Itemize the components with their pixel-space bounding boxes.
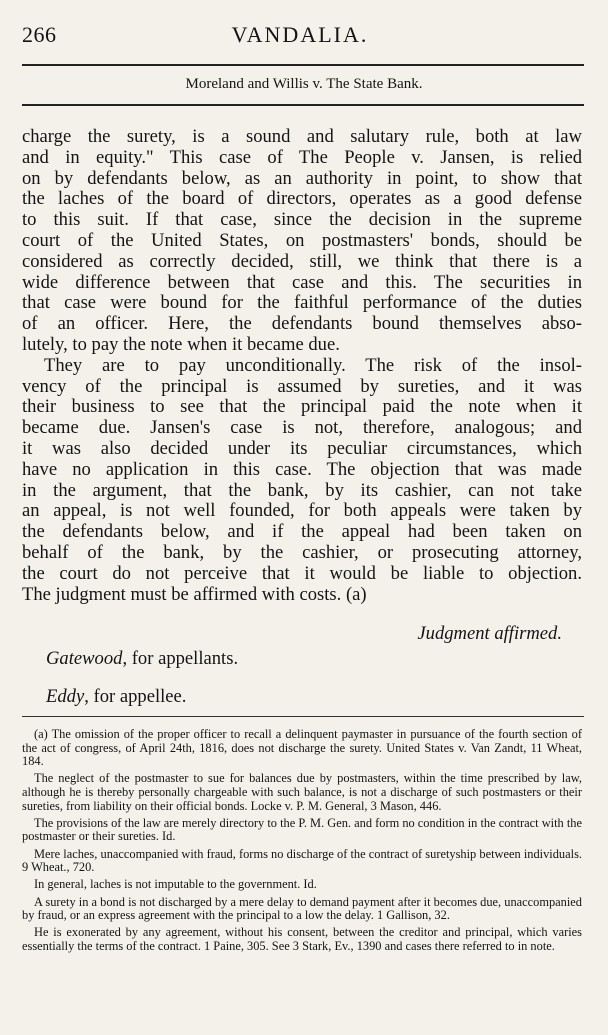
text-line: an appeal, is not well founded, for both appeals were taken by (22, 500, 582, 522)
page-number: 266 (22, 22, 57, 47)
text-line: They are to pay unconditionally. The risk of the insol- (44, 354, 582, 376)
footnote: In general, laches is not imputable to the government. Id. (34, 877, 317, 892)
footnote: Mere laches, unaccompanied with fraud, forms no discharge of the contract of suretyship between individuals. 9 Wheat., 720. (22, 846, 582, 875)
text-line: the laches of the board of directors, operates as a good defense (22, 188, 582, 210)
text-line: their business to see that the principal paid the note when it (22, 396, 582, 418)
text-line: the court do not perceive that it would be liable to objection. (22, 562, 582, 584)
text-line: that case were bound for the faithful performance of the duties (22, 292, 582, 314)
text-line: on by defendants below, as an authority in point, to show that (22, 167, 582, 189)
text-line: considered as correctly decided, still, we think that there is a (22, 250, 582, 272)
subhead-rule (22, 104, 584, 106)
footnote: A surety in a bond is not discharged by a mere delay to demand payment after it becomes due, unaccompanied by fraud, or an express agreement with the principal to a low the delay. 1 Gallison, 32. (22, 894, 582, 923)
footnote-rule (22, 716, 584, 717)
text-line: court of the United States, on postmasters' bonds, should be (22, 229, 582, 251)
text-line: to this suit. If that case, since the decision in the supreme (22, 209, 582, 231)
running-title: VANDALIA. (231, 22, 369, 47)
text-line: became due. Jansen's case is not, therefore, analogous; and (22, 417, 582, 439)
counsel-appellee (46, 686, 186, 708)
counsel-role: , for appellee. (84, 686, 187, 707)
counsel-name: Eddy (46, 686, 85, 707)
case-title: Moreland and Willis v. The State Bank. (185, 76, 423, 92)
text-line: lutely, to pay the note when it became due. (22, 333, 340, 355)
text-line: wide difference between that case and this. The securities in (22, 271, 582, 293)
paragraph-1 (22, 127, 582, 356)
text-line: The judgment must be affirmed with costs. (a) (22, 583, 367, 605)
text-line: charge the surety, is a sound and salutary rule, both at law (22, 126, 582, 147)
footnote: (a) The omission of the proper officer to recall a delinquent paymaster in pursuance of the fourth section of the act of congress, of April 24th, 1816, does not discharge the surety. United States v. Van Zandt, 11 Wheat, 184. (22, 727, 582, 769)
text-line: it was also decided under its peculiar circumstances, which (22, 437, 582, 459)
footnote: The provisions of the law are merely directory to the P. M. Gen. and form no condition in the contract with the postmaster or their sureties. Id. (22, 815, 582, 844)
page-header (20, 18, 580, 52)
text-line: have no application in this case. The objection that was made (22, 458, 582, 480)
footnote: He is exonerated by any agreement, without his consent, between the creditor and principal, which varies essentially the terms of the contract. 1 Paine, 305. See 3 Stark, Ev., 1390 and cases there referred to in note. (22, 925, 582, 953)
paragraph-2 (22, 356, 582, 606)
opinion-text (22, 127, 582, 605)
text-line: the defendants below, and if the appeal had been taken on (22, 521, 582, 543)
counsel-name: Gatewood (46, 648, 123, 669)
counsel-appellants (46, 648, 238, 670)
text-line: behalf of the bank, by the cashier, or prosecuting attorney, (22, 541, 582, 563)
text-line: of an officer. Here, the defendants bound themselves abso- (22, 313, 582, 335)
counsel-role: , for appellants. (122, 648, 239, 669)
judgment-line: Judgment affirmed. (417, 623, 562, 644)
text-line: vency of the principal is assumed by sureties, and it was (22, 375, 582, 397)
header-rule (22, 64, 584, 66)
footnotes (22, 728, 582, 957)
text-line: in the argument, that the bank, by its cashier, can not take (22, 479, 582, 501)
footnote: The neglect of the postmaster to sue for balances due by postmasters, within the time prescribed by law, although he is thereby personally chargeable with such balance, is not a discharge of such postmasters or their sureties, from liability on their official bonds. Locke v. P. M. General, 3 Mason, 446. (22, 771, 582, 813)
text-line: and in equity." This case of The People v. Jansen, is relied (22, 146, 582, 168)
